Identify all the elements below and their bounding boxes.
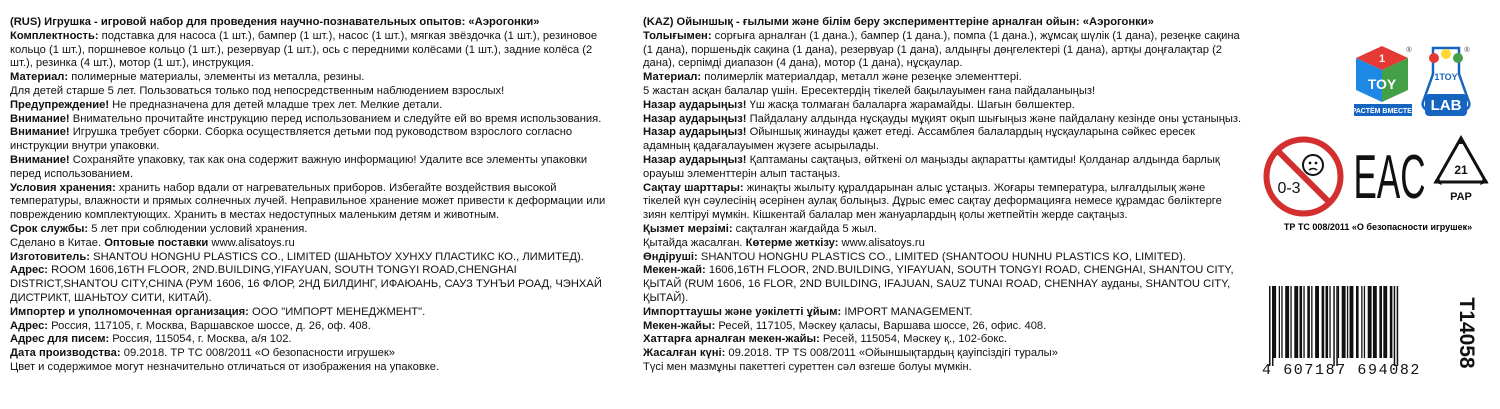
kaz-paragraph: [643, 16, 1243, 30]
rus-paragraph: [10, 264, 610, 305]
kaz-paragraph-heading: Назар аударыңыз!: [643, 112, 747, 125]
kaz-paragraph-text: Үш жасқа толмаған балаларға жарамайды. Шағын бөлшектер.: [746, 98, 1075, 111]
kaz-paragraph-text: IMPORT MANAGEMENT.: [841, 305, 973, 318]
kaz-paragraph: [643, 251, 1243, 265]
rus-paragraph-text: Россия, 117105, г. Москва, Варшавское шоссе, д. 26, оф. 408.: [48, 319, 371, 332]
rus-paragraph-heading: Импортер и уполномоченная организация:: [10, 305, 249, 318]
rus-paragraph: [10, 30, 610, 71]
rus-paragraph-heading: Условия хранения:: [10, 181, 116, 194]
rus-paragraph: [10, 237, 610, 251]
kaz-paragraph-text: 09.2018. ТР TS 008/2011 «Ойыншықтардың қауіпсіздігі туралы»: [725, 347, 1058, 360]
barcode-bar: [1342, 286, 1346, 358]
rus-paragraph-text: Цвет и содержимое могут незначительно отличаться от изображения на упаковке.: [10, 360, 440, 373]
kaz-paragraph-text: Түсі мен мазмұны пакеттегі суреттен сәл өзгеше болуы мүмкін.: [643, 360, 972, 373]
kaz-paragraph-heading: Мекен-жайы:: [643, 319, 716, 332]
barcode-bar: [1379, 286, 1382, 358]
barcode-bar: [1285, 286, 1289, 358]
kaz-paragraph-heading: (KAZ) Ойыншық - ғылыми және білім беру эксперименттеріне арналған ойын: «Аэрогонки»: [643, 16, 1154, 28]
rus-paragraph-text: Сделано в Китае.: [10, 236, 105, 249]
rus-paragraph-text: подставка для насоса (1 шт.), бампер (1 шт.), насос (1 шт.), мягкая звёздочка (1 шт.), резиновое кольцо (1 шт.), поршневое кольцо (1 шт.), резервуар (1 шт.), ось с передними колёсами (1 шт.), задние колёса (2 шт.), резинка (4 шт.), мотор (1 шт.), инструкция.: [10, 29, 598, 70]
rus-paragraph: [10, 251, 610, 265]
recycle-pap-icon: [1432, 134, 1490, 208]
rus-paragraph: [10, 71, 610, 85]
kaz-paragraph-text: Ресей, 117105, Мәскеу қаласы, Варшава шоссе, 26, офис. 408.: [715, 319, 1047, 332]
barcode-bar: [1279, 286, 1280, 358]
kaz-paragraph: [643, 320, 1243, 334]
rus-paragraph-text: ROOM 1606,16TH FLOOR, 2ND.BUILDING,YIFAYUAN, SOUTH TONGYI ROAD,CHENGHAI DISTRICT,SHANTOU CITY,CHINA (РУМ 1606, 16 ФЛОР, 2НД БИЛДИНГ, ИФАЮАНЬ, САУЗ ТУНЪИ РОАД, ЧЭНХАЙ ДИСТРИКТ, ШАНЬТОУ СИТИ, КИТАЙ).: [10, 264, 602, 304]
kaz-paragraph-text: 1606,16TH FLOOR, 2ND.BUILDING, YIFAYUAN, SOUTH TONGYI ROAD, CHENGHAI, SHANTOU CITY, ҚЫТАЙ (RUM 1606, 16 FLOR, 2ND BUILDING, IFAJUAN, SAUZ TUNAI ROAD, CHENHAY ауданы, SHANTOU CITY, ҚЫТАЙ).: [643, 264, 1234, 304]
toy-logo-banner: РАСТЁМ ВМЕСТЕ!: [1352, 108, 1414, 115]
rus-paragraph-text: Россия, 115054, г. Москва, а/я 102.: [109, 333, 292, 346]
rus-paragraph: [10, 333, 610, 347]
kaz-paragraph: [643, 223, 1243, 237]
kaz-paragraph-heading: Назар аударыңыз!: [643, 153, 747, 166]
kaz-paragraph-text: Пайдалану алдында нұсқауды мұқият оқып шығыңыз және пайдалану кезінде оны ұстаныңыз.: [746, 112, 1242, 125]
barcode-digits: 4 607187 694082: [1262, 362, 1422, 379]
rus-paragraph-text: 09.2018. ТР ТС 008/2011 «О безопасности игрушек»: [120, 347, 395, 360]
rus-paragraph: [10, 99, 610, 113]
rus-paragraph: [10, 113, 610, 127]
kaz-paragraph-text: полимерлік материалдар, металл және резеңке элементтері.: [701, 71, 1022, 84]
barcode-bar: [1294, 286, 1298, 358]
kaz-paragraph-text: SHANTOU HONGHU PLASTICS CO., LIMITED (SHANTOOU HUNHU PLASTICS KO, LIMITED).: [697, 250, 1186, 263]
kaz-paragraph-text: www.alisatoys.ru: [838, 236, 925, 249]
lab-logo-text: LAB: [1430, 97, 1462, 114]
rus-paragraph-heading: Оптовые поставки: [104, 236, 209, 249]
kaz-paragraph: [643, 126, 1243, 154]
rus-paragraph-text: Не предназначена для детей младше трех лет. Мелкие детали.: [109, 98, 443, 111]
barcode-guard-bar: [1269, 286, 1271, 366]
rus-paragraph-heading: Дата производства:: [10, 347, 121, 360]
eac-mark-text: EAC: [1353, 143, 1426, 204]
kaz-paragraph: [643, 182, 1243, 223]
rus-paragraph-text: SHANTOU HONGHU PLASTICS CO., LIMITED (ШАНЬТОУ ХУНХУ ПЛАСТИКС КО., ЛИМИТЕД).: [90, 250, 584, 263]
kaz-paragraph-heading: Материал:: [643, 71, 702, 84]
kaz-paragraph-heading: Көтерме жеткізу:: [745, 236, 839, 249]
barcode-bar: [1373, 286, 1377, 358]
rus-paragraph-text: Сохраняйте упаковку, так как она содержит важную информацию! Удалите все элементы упаковки перед использованием.: [10, 153, 588, 180]
barcode-bar: [1322, 286, 1325, 358]
kaz-paragraph-heading: Қызмет мерзімі:: [643, 222, 733, 235]
kaz-paragraph-heading: Импорттаушы және уәкілетті ұйым:: [643, 305, 842, 318]
rus-paragraph-text: Для детей старше 5 лет. Пользоваться только под непосредственным наблюдением взрослых!: [10, 84, 505, 97]
barcode-bar: [1303, 286, 1304, 358]
barcode-bar: [1361, 286, 1362, 358]
kaz-paragraph-heading: Хаттарға арналған мекен-жайы:: [643, 333, 820, 346]
age-label: 0-3: [1277, 180, 1301, 197]
kaz-paragraph-heading: Жасалған күні:: [643, 347, 726, 360]
rus-paragraph: [10, 347, 610, 361]
kaz-paragraph-text: Қаптаманы сақтаңыз, өйткені ол маңызды ақпаратты қамтиды! Қолданар алдында барлық орауыш элементтерін алып тастаңыз.: [643, 153, 1220, 180]
kaz-paragraph: [643, 306, 1243, 320]
kaz-paragraph: [643, 30, 1243, 71]
rus-paragraph-heading: Адрес:: [10, 264, 49, 277]
rus-paragraph-heading: Предупреждение!: [10, 98, 110, 111]
rus-paragraph: [10, 223, 610, 237]
rus-paragraph: [10, 126, 610, 154]
rus-paragraph-heading: Адрес:: [10, 319, 49, 332]
rus-paragraph-heading: Изготовитель:: [10, 250, 90, 263]
rus-paragraph-heading: Срок службы:: [10, 222, 89, 235]
rus-paragraph: [10, 361, 610, 375]
barcode-bar: [1300, 286, 1303, 358]
kaz-paragraph-heading: Сақтау шарттары:: [643, 181, 744, 194]
recycle-label: PAP: [1450, 191, 1472, 203]
eac-mark-icon: [1352, 142, 1427, 204]
kaz-paragraph: [643, 333, 1243, 347]
barcode-guard-bar: [1336, 286, 1338, 366]
barcode-bar: [1347, 286, 1348, 358]
kaz-paragraph: [643, 264, 1243, 305]
kaz-paragraph-heading: Назар аударыңыз!: [643, 126, 747, 139]
kaz-paragraph-text: сақталған жағдайда 5 жыл.: [732, 222, 877, 235]
svg-text:1TOY: 1TOY: [1434, 72, 1458, 82]
barcode-bar: [1390, 286, 1393, 358]
toy-logo-text: TOY: [1367, 76, 1397, 92]
rus-paragraph-text: Игрушка требует сборки. Сборка осуществляется детьми под руководством взрослого согласно инструкции внутри упаковки.: [10, 126, 573, 153]
certificate-text: ТР ТС 008/2011 «О безопасности игрушек»: [1283, 222, 1473, 232]
rus-paragraph: [10, 320, 610, 334]
rus-paragraph-text: ООО "ИМПОРТ МЕНЕДЖМЕНТ".: [248, 305, 426, 318]
rus-paragraph-heading: Внимание!: [10, 153, 70, 166]
kaz-paragraph-text: сорғыға арналған (1 дана.), бампер (1 дана.), помпа (1 дана.), жұмсақ шүлік (1 дана), резеңке сақина (1 дана), поршеньдік сақина (1 дана), резервуар (1 дана), алдыңғы дөңгелектері (1 дана), артқы доңғалақтар (2 дана), серпімді диапазон (4 дана), мотор (1 дана), нұсқаулар.: [643, 29, 1240, 70]
rus-paragraph-text: 5 лет при соблюдении условий хранения.: [88, 222, 308, 235]
kaz-paragraph-text: Қытайда жасалған.: [643, 236, 746, 249]
barcode-bar: [1315, 286, 1319, 358]
kaz-paragraph: [643, 85, 1243, 99]
barcode-bar: [1274, 286, 1277, 358]
kaz-paragraph-heading: Назар аударыңыз!: [643, 98, 747, 111]
kaz-paragraph-text: Ойыншық жинауды қажет етеді. Ассамблея балалардың нұсқауларына сәйкес ересек адамның қадағалауымен жүзеге асырылады.: [643, 126, 1196, 153]
kaz-paragraph: [643, 154, 1243, 182]
barcode-bar: [1290, 286, 1291, 358]
rus-paragraph-heading: Адрес для писем:: [10, 333, 110, 346]
rus-paragraph-text: Внимательно прочитайте инструкцию перед использованием и следуйте ей во время использования.: [69, 112, 602, 125]
kaz-paragraph: [643, 361, 1243, 375]
barcode-guard-bar: [1397, 286, 1399, 366]
kaz-paragraph-heading: Мекен-жай:: [643, 264, 706, 277]
kaz-paragraph-text: 5 жастан асқан балалар үшін. Ересектердің тікелей бақылауымен ғана пайдаланыңыз!: [643, 84, 1096, 97]
rus-paragraph-heading: Комплектность:: [10, 29, 99, 42]
barcode-bar: [1329, 286, 1330, 358]
kaz-paragraph: [643, 99, 1243, 113]
rus-paragraph: [10, 182, 610, 223]
kaz-paragraph: [643, 71, 1243, 85]
barcode-bar: [1350, 286, 1354, 358]
kaz-paragraph: [643, 113, 1243, 127]
kaz-text-column: [643, 16, 1243, 375]
barcode-bar: [1364, 286, 1365, 358]
rus-paragraph: [10, 154, 610, 182]
svg-text:1: 1: [1378, 53, 1386, 65]
kaz-paragraph: [643, 237, 1243, 251]
svg-text:®: ®: [1464, 47, 1470, 54]
barcode-bar: [1356, 286, 1359, 358]
barcode-bar: [1368, 286, 1372, 358]
rus-paragraph-heading: Внимание!: [10, 126, 70, 139]
rus-paragraph-heading: (RUS) Игрушка - игровой набор для проведения научно-познавательных опытов: «Аэрогонки»: [10, 16, 540, 28]
kaz-paragraph-text: жинақты жылыту құралдарынан алыс ұстаңыз. Жоғары температура, ылғалдылық және тікелей күн сәулесінің әсерінен аулақ болыңыз. Дұрыс емес сақтау деформацияға немесе құрамдас бөліктерге зиян келтіруі мүмкін. Кішкентай балалар мен жануарлардың қолы жетпейтін жерде сақтаңыз.: [643, 181, 1222, 222]
barcode-bar: [1338, 286, 1339, 358]
kaz-paragraph-text: Ресей, 115054, Мәскеу қ., 102-бокс.: [819, 333, 1008, 346]
rus-paragraph-text: хранить набор вдали от нагревательных приборов. Избегайте воздействия высокой температуры, влажности и прямых солнечных лучей. Неправильное хранение может привести к деформации или повреждению комплектующих. Хранить в местах недоступных маленьким детям и животным.: [10, 181, 606, 222]
barcode-guard-bar: [1272, 286, 1274, 366]
rus-paragraph: [10, 306, 610, 320]
age-restriction-icon: [1262, 135, 1345, 218]
recycle-code: 21: [1454, 163, 1468, 177]
barcode-bar: [1307, 286, 1310, 358]
rus-paragraph: [10, 85, 610, 99]
barcode-guard-bar: [1394, 286, 1396, 366]
rus-paragraph-text: www.alisatoys.ru: [208, 236, 295, 249]
1toy-logo: [1352, 44, 1414, 120]
rus-paragraph-heading: Внимание!: [10, 112, 70, 125]
barcode-guard-bar: [1333, 286, 1335, 366]
rus-paragraph-text: полимерные материалы, элементы из металла, резины.: [68, 71, 365, 84]
kaz-paragraph: [643, 347, 1243, 361]
barcode-bar: [1326, 286, 1329, 358]
article-number-text: T14058: [1455, 297, 1478, 369]
barcode-bar: [1311, 286, 1312, 358]
barcode-bar: [1281, 286, 1282, 358]
1toy-lab-logo: [1421, 44, 1471, 120]
rus-paragraph-heading: Материал:: [10, 71, 69, 84]
rus-text-column: [10, 16, 610, 375]
svg-text:®: ®: [1406, 47, 1412, 54]
kaz-paragraph-heading: Толығымен:: [643, 29, 712, 42]
article-number: [1455, 283, 1477, 383]
kaz-paragraph-heading: Өндіруші:: [643, 250, 698, 263]
barcode-bar: [1383, 286, 1387, 358]
rus-paragraph: [10, 16, 610, 30]
